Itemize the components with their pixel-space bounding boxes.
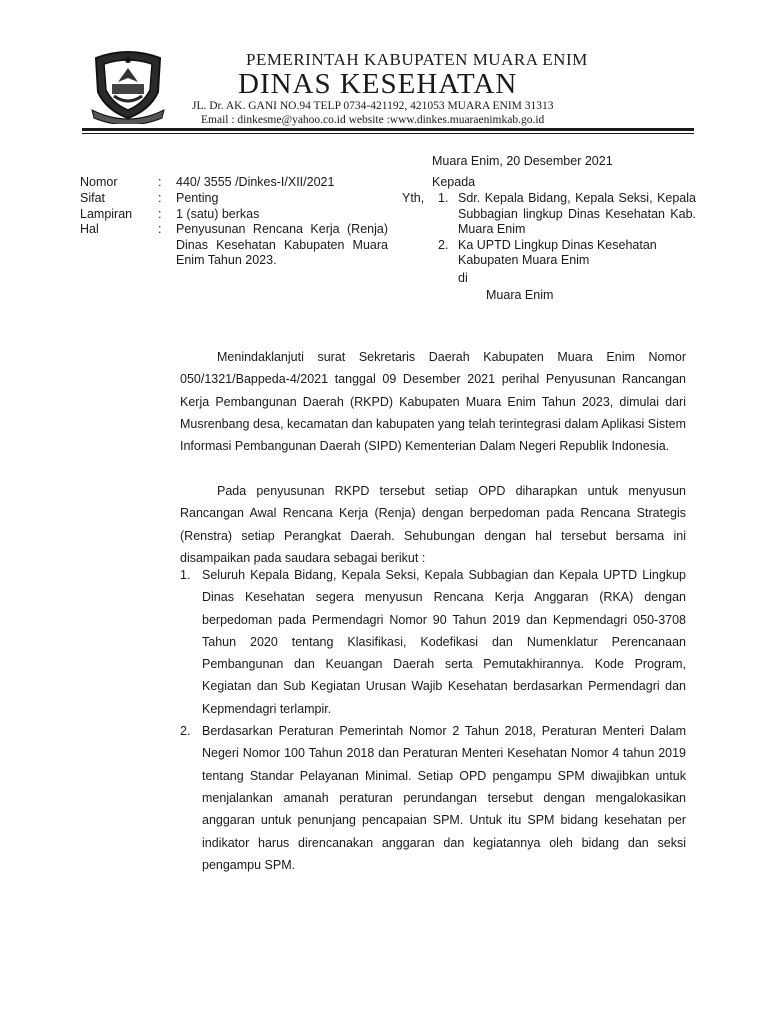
letter-date: Muara Enim, 20 Desember 2021: [432, 154, 613, 168]
hal-label: Hal: [80, 222, 99, 236]
sifat-label: Sifat: [80, 191, 106, 205]
recipient-item-number: 2.: [438, 237, 449, 252]
department-name: DINAS KESEHATAN: [238, 68, 518, 100]
body-paragraph-2: Pada penyusunan RKPD tersebut setiap OPD diharapkan untuk menyusun Rancangan Awal Rencana Kerja (Renja) dengan berpedoman pada Rencana Strategis (Renstra) setiap Perangkat Daerah. Sehubungan dengan hal tersebut bersama ini disampaikan pada saudara sebagai berikut :: [180, 484, 686, 565]
list-item: [180, 720, 686, 876]
lampiran-label: Lampiran: [80, 207, 133, 221]
hal-colon: :: [158, 222, 162, 236]
hal-value: Penyusunan Rencana Kerja (Renja) Dinas Kesehatan Kabupaten Muara Enim Tahun 2023.: [176, 222, 388, 267]
government-name: PEMERINTAH KABUPATEN MUARA ENIM: [246, 50, 588, 69]
sifat-colon: :: [158, 191, 162, 205]
list-item-number: 1.: [180, 568, 191, 582]
nomor-value: 440/ 3555 /Dinkes-I/XII/2021: [176, 175, 335, 189]
lampiran-colon: :: [158, 207, 162, 221]
recipient-item: [438, 238, 696, 269]
list-item-text: Berdasarkan Peraturan Pemerintah Nomor 2 Tahun 2018, Peraturan Menteri Dalam Negeri Nomor 100 Tahun 2018 dan Peraturan Menteri Kesehatan Nomor 4 tahun 2019 tentang Standar Pelayanan Minimal. Setiap OPD pengampu SPM diwajibkan untuk menjalankan amanah peraturan perundangan tersebut dengan mengalokasikan anggaran untuk penunjang pencapaian SPM. Untuk itu SPM bidang kesehatan per indikator harus direncanakan anggaran dan kegiatannya oleh bidang dan seksi pengampu SPM.: [202, 724, 686, 872]
list-item: [180, 564, 686, 720]
nomor-colon: :: [158, 175, 162, 189]
recipient-item-text: Sdr. Kepala Bidang, Kepala Seksi, Kepala Subbagian lingkup Dinas Kesehatan Kab. Muara Enim: [458, 191, 696, 236]
recipient-list: [438, 191, 696, 269]
recipient-item: [438, 191, 696, 238]
department-address: JL. Dr. AK. GANI NO.94 TELP 0734-421192, 421053 MUARA ENIM 31313: [192, 100, 554, 112]
list-item-text: Seluruh Kepala Bidang, Kepala Seksi, Kepala Subbagian dan Kepala UPTD Lingkup Dinas Kesehatan segera menyusun Rencana Kerja Anggaran (RKA) dengan berpedoman pada Permendagri Nomor 90 Tahun 2019 dan Kepmendagri 050-3708 Tahun 2020 tentang Klasifikasi, Kodefikasi dan Numenklatur Perencanaan Pembangunan dan Keuangan Daerah serta Pemutakhirannya. Kode Program, Kegiatan dan Sub Kegiatan Urusan Wajib Kesehatan berdasarkan Permendagri dan Kepmendagri terlampir.: [202, 568, 686, 716]
recipient-item-text: Ka UPTD Lingkup Dinas Kesehatan Kabupaten Muara Enim: [458, 237, 657, 267]
di-label: di: [458, 271, 468, 285]
yth-label: Yth,: [402, 191, 425, 205]
recipient-item-number: 1.: [438, 191, 449, 205]
recipient-place: Muara Enim: [486, 288, 554, 302]
letterhead-divider-thin: [82, 133, 694, 134]
list-item-number: 2.: [180, 724, 191, 739]
department-contact: Email : dinkesme@yahoo.co.id website :www.dinkes.muaraenimkab.go.id: [201, 114, 545, 126]
nomor-label: Nomor: [80, 175, 118, 189]
lampiran-value: 1 (satu) berkas: [176, 207, 260, 221]
letterhead-divider-thick: [82, 128, 694, 131]
kepada-label: Kepada: [432, 175, 476, 189]
body-paragraph-1: Menindaklanjuti surat Sekretaris Daerah Kabupaten Muara Enim Nomor 050/1321/Bappeda-4/2021 tanggal 09 Desember 2021 perihal Penyusunan Rancangan Kerja Pembangunan Daerah (RKPD) Kabupaten Muara Enim Tahun 2023, dimulai dari Musrenbang desa, kecamatan dan kabupaten yang telah terintegrasi dalam Aplikasi Sistem Informasi Pembangunan Daerah (SIPD) Kementerian Dalam Negeri Republik Indonesia.: [180, 350, 686, 454]
instruction-list: [180, 564, 686, 876]
sifat-value: Penting: [176, 191, 219, 205]
regency-coat-of-arms-icon: [88, 48, 168, 124]
